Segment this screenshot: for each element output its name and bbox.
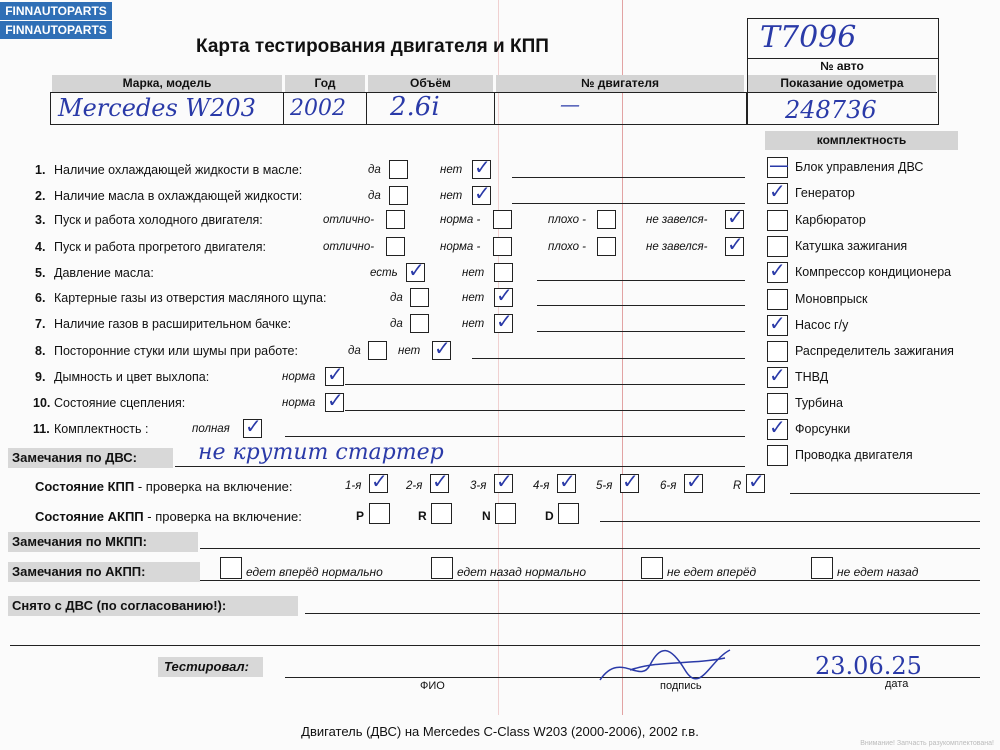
answer-line xyxy=(537,305,745,306)
question-number: 6. xyxy=(35,291,46,305)
kpp-gear-check: ✓ xyxy=(686,469,703,493)
site-logo: FINNAUTOPARTS xyxy=(0,2,112,20)
option-label: норма xyxy=(282,371,316,383)
footer-watermark: Внимание! Запчасть разукомплектована! xyxy=(860,740,994,747)
date-label: дата xyxy=(885,678,909,690)
komplekt-item-label: Проводка двигателя xyxy=(795,448,913,462)
kpp-label-rest: - проверка на включение: xyxy=(134,479,293,494)
answer-line xyxy=(472,358,745,359)
removed-line-2 xyxy=(10,645,980,646)
check-mark: ✓ xyxy=(727,205,744,229)
kpp-gear-check: ✓ xyxy=(748,469,765,493)
kpp-gear-label: 2-я xyxy=(406,480,423,492)
answer-line xyxy=(345,384,745,385)
komplekt-title: комплектность xyxy=(765,131,958,150)
komplekt-item-label: ТНВД xyxy=(795,370,829,384)
option-label: норма - xyxy=(440,241,481,253)
komplekt-checkbox[interactable] xyxy=(767,210,788,231)
kpp-gear-check: ✓ xyxy=(496,469,513,493)
kpp-gear-check: ✓ xyxy=(559,469,576,493)
kpp-gear-label: 3-я xyxy=(470,480,487,492)
check-mark: ✓ xyxy=(474,181,491,205)
kpp-gear-check: ✓ xyxy=(622,469,639,493)
header-volume: Объём xyxy=(368,75,493,92)
option-label: нет xyxy=(462,267,485,279)
check-mark: ✓ xyxy=(496,283,513,307)
value-volume: 2.6i xyxy=(390,92,440,122)
option-checkbox[interactable] xyxy=(389,186,408,205)
option-checkbox[interactable] xyxy=(597,237,616,256)
question-text: Посторонние стуки или шумы при работе: xyxy=(54,344,298,358)
row-divider xyxy=(494,92,495,124)
komplekt-item-label: Карбюратор xyxy=(795,213,866,227)
check-mark: ✓ xyxy=(327,388,344,412)
answer-line xyxy=(537,331,745,332)
kpp-gear-label: 1-я xyxy=(345,480,362,492)
question-number: 5. xyxy=(35,266,46,280)
komplekt-check-mark: ✓ xyxy=(769,179,786,203)
answer-line xyxy=(285,436,745,437)
question-text: Состояние сцепления: xyxy=(54,396,186,410)
kpp-gear-check: ✓ xyxy=(432,469,449,493)
option-checkbox[interactable] xyxy=(597,210,616,229)
value-engine-number: — xyxy=(560,92,580,116)
option-label: да xyxy=(368,164,381,176)
check-mark: ✓ xyxy=(245,414,262,438)
removed-label: Снято с ДВС (по согласованию!): xyxy=(12,598,227,613)
header-make-model: Марка, модель xyxy=(52,75,282,92)
question-number: 2. xyxy=(35,189,46,203)
option-label: нет xyxy=(462,318,485,330)
image-caption: Двигатель (ДВС) на Mercedes C-Class W203 (2000-2006), 2002 г.в. xyxy=(301,724,699,739)
question-number: 3. xyxy=(35,213,46,227)
komplekt-checkbox[interactable] xyxy=(767,393,788,414)
komplekt-check-mark: ✓ xyxy=(769,415,786,439)
check-mark: ✓ xyxy=(434,336,451,360)
kpp-line xyxy=(790,493,980,494)
option-label: не завелся- xyxy=(646,214,708,226)
header-engine-number: № двигателя xyxy=(496,75,744,92)
akpp-position-label: N xyxy=(482,509,491,523)
auto-number-label: № авто xyxy=(820,59,864,73)
akpp-remark-checkbox[interactable] xyxy=(220,557,242,579)
komplekt-checkbox[interactable] xyxy=(767,341,788,362)
option-label: нет xyxy=(440,164,463,176)
komplekt-item-label: Распределитель зажигания xyxy=(795,344,954,358)
question-text: Наличие газов в расширительном бачке: xyxy=(54,317,292,331)
komplekt-check-mark: — xyxy=(769,153,789,177)
question-number: 8. xyxy=(35,344,46,358)
check-mark: ✓ xyxy=(408,258,425,282)
option-checkbox[interactable] xyxy=(386,237,405,256)
answer-line xyxy=(537,280,745,281)
akpp-remark-label: едет назад нормально xyxy=(457,565,587,579)
row-divider xyxy=(746,92,747,124)
akpp-remark-label: не едет назад xyxy=(837,565,919,579)
akpp-label xyxy=(35,509,302,524)
komplekt-item-label: Турбина xyxy=(795,396,843,410)
answer-line xyxy=(345,410,745,411)
option-label: норма - xyxy=(440,214,481,226)
signature-scribble xyxy=(590,640,740,690)
tested-label: Тестировал: xyxy=(164,659,249,674)
option-label: есть xyxy=(370,267,398,279)
remarks-dvs-value: не крутит стартер xyxy=(198,440,444,465)
answer-line xyxy=(512,177,745,178)
option-checkbox[interactable] xyxy=(493,237,512,256)
row-divider xyxy=(283,92,284,124)
removed-line xyxy=(305,613,980,614)
kpp-gear-label: 4-я xyxy=(533,480,550,492)
question-text: Пуск и работа холодного двигателя: xyxy=(54,213,263,227)
option-label: норма xyxy=(282,397,316,409)
option-label: нет xyxy=(462,292,485,304)
option-label: плохо - xyxy=(548,241,586,253)
option-label: отлично- xyxy=(323,214,375,226)
akpp-position-checkbox[interactable] xyxy=(431,503,452,524)
kpp-label-bold: Состояние КПП xyxy=(35,479,135,494)
question-number: 1. xyxy=(35,163,46,177)
question-text: Дымность и цвет выхлопа: xyxy=(54,370,210,384)
check-mark: ✓ xyxy=(474,155,491,179)
akpp-remark-label: едет вперёд нормально xyxy=(246,565,383,579)
option-label: полная xyxy=(192,423,230,435)
akpp-remark-label: не едет вперёд xyxy=(667,565,757,579)
akpp-position-checkbox[interactable] xyxy=(495,503,516,524)
akpp-remark-checkbox[interactable] xyxy=(641,557,663,579)
komplekt-check-mark: ✓ xyxy=(769,258,786,282)
akpp-remark-checkbox[interactable] xyxy=(431,557,453,579)
komplekt-checkbox[interactable] xyxy=(767,236,788,257)
option-label: да xyxy=(390,292,403,304)
row-divider xyxy=(366,92,367,124)
kpp-gear-check: ✓ xyxy=(371,469,388,493)
akpp-label-bold: Состояние АКПП xyxy=(35,509,144,524)
value-make-model: Mercedes W203 xyxy=(58,94,256,122)
remarks-mkpp-label: Замечания по МКПП: xyxy=(12,534,147,549)
value-year: 2002 xyxy=(290,96,346,121)
auto-number-value: T7096 xyxy=(760,20,857,55)
option-label: не завелся- xyxy=(646,241,708,253)
akpp-position-checkbox[interactable] xyxy=(558,503,579,524)
header-year: Год xyxy=(285,75,365,92)
akpp-line xyxy=(600,521,980,522)
question-text: Наличие масла в охлаждающей жидкости: xyxy=(54,189,303,203)
remarks-dvs-label: Замечания по ДВС: xyxy=(12,450,137,465)
option-checkbox[interactable] xyxy=(368,341,387,360)
akpp-position-label: D xyxy=(545,509,554,523)
komplekt-item-label: Генератор xyxy=(795,186,855,200)
question-number: 9. xyxy=(35,370,46,384)
question-text: Пуск и работа прогретого двигателя: xyxy=(54,240,266,254)
question-number: 4. xyxy=(35,240,46,254)
answer-line xyxy=(512,203,745,204)
form-title: Карта тестирования двигателя и КПП xyxy=(196,36,549,57)
option-checkbox[interactable] xyxy=(410,314,429,333)
option-label: отлично- xyxy=(323,241,375,253)
komplekt-item-label: Форсунки xyxy=(795,422,851,436)
akpp-label-rest: - проверка на включение: xyxy=(143,509,302,524)
question-number: 11. xyxy=(33,422,50,436)
komplekt-check-mark: ✓ xyxy=(769,363,786,387)
komplekt-item-label: Компрессор кондиционера xyxy=(795,265,952,279)
kpp-gear-label: R xyxy=(733,480,742,492)
question-number: 10. xyxy=(33,396,51,410)
akpp-position-checkbox[interactable] xyxy=(369,503,390,524)
remarks-mkpp-line xyxy=(200,548,980,549)
fio-label: ФИО xyxy=(420,680,445,692)
site-logo-2: FINNAUTOPARTS xyxy=(0,21,112,39)
option-label: нет xyxy=(398,345,421,357)
option-label: да xyxy=(390,318,403,330)
akpp-position-label: R xyxy=(418,509,427,523)
option-checkbox[interactable] xyxy=(493,210,512,229)
akpp-remark-checkbox[interactable] xyxy=(811,557,833,579)
option-checkbox[interactable] xyxy=(389,160,408,179)
komplekt-check-mark: ✓ xyxy=(769,311,786,335)
row-bottom-line xyxy=(50,124,747,125)
question-text: Давление масла: xyxy=(54,266,154,280)
komplekt-item-label: Катушка зажигания xyxy=(795,239,908,253)
question-text: Картерные газы из отверстия масляного щупа: xyxy=(54,291,327,305)
kpp-gear-label: 5-я xyxy=(596,480,613,492)
akpp-position-label: P xyxy=(356,509,365,523)
option-label: да xyxy=(348,345,361,357)
komplekt-checkbox[interactable] xyxy=(767,289,788,310)
check-mark: ✓ xyxy=(327,362,344,386)
option-checkbox[interactable] xyxy=(410,288,429,307)
komplekt-checkbox[interactable] xyxy=(767,445,788,466)
value-odometer: 248736 xyxy=(785,96,877,124)
signature-label: подпись xyxy=(660,680,702,692)
komplekt-item-label: Блок управления ДВС xyxy=(795,160,924,174)
question-text: Наличие охлаждающей жидкости в масле: xyxy=(54,163,303,177)
row-divider xyxy=(50,92,51,124)
option-label: нет xyxy=(440,190,463,202)
option-checkbox[interactable] xyxy=(494,263,513,282)
check-mark: ✓ xyxy=(727,232,744,256)
option-checkbox[interactable] xyxy=(386,210,405,229)
header-odometer: Показание одометра xyxy=(748,75,936,92)
remarks-akpp-line xyxy=(200,580,980,581)
kpp-gear-label: 6-я xyxy=(660,480,677,492)
option-label: плохо - xyxy=(548,214,586,226)
komplekt-item-label: Моновпрыск xyxy=(795,292,868,306)
question-number: 7. xyxy=(35,317,46,331)
kpp-label xyxy=(35,479,292,494)
komplekt-item-label: Насос г/у xyxy=(795,318,849,332)
question-text: Комплектность : xyxy=(54,422,149,436)
check-mark: ✓ xyxy=(496,309,513,333)
option-label: да xyxy=(368,190,381,202)
date-value: 23.06.25 xyxy=(815,652,922,680)
remarks-akpp-label: Замечания по АКПП: xyxy=(12,564,146,579)
remarks-dvs-line xyxy=(175,466,745,467)
